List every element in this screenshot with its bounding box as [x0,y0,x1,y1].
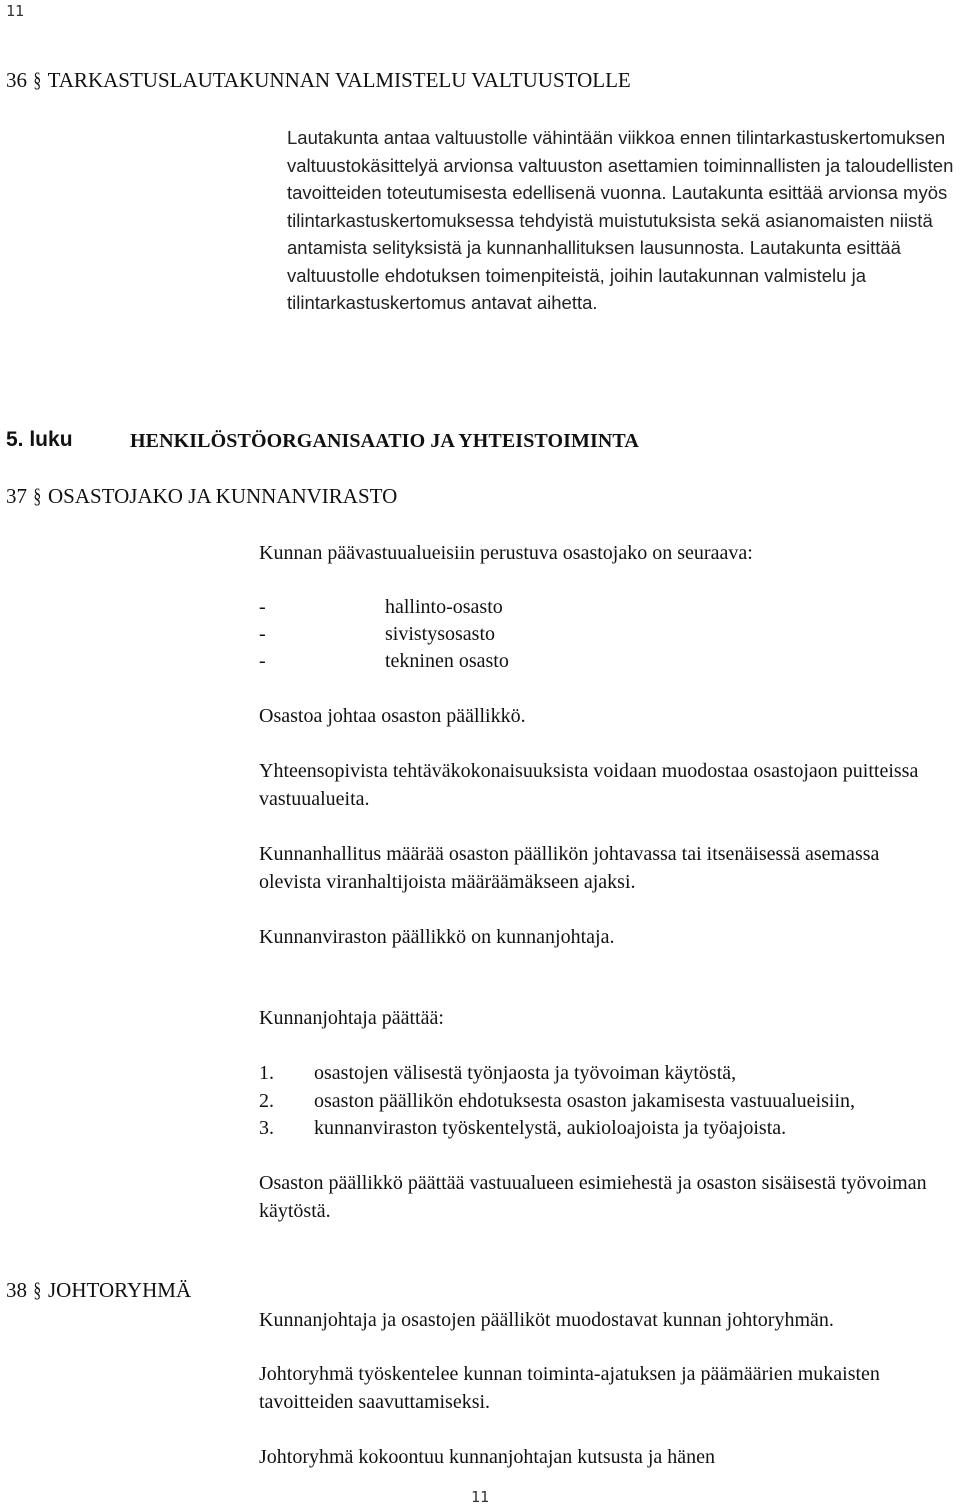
section-36-body [287,124,960,317]
chapter-number: 5. luku [6,428,73,451]
paragraph: Kunnanviraston päällikkö on kunnanjohtaja. [259,926,615,948]
paragraph: Yhteensopivista tehtäväkokonaisuuksista voidaan muodostaa osastojaon puitteissa vastuualueita. [259,760,919,810]
section-36-heading [6,68,631,93]
decisions-title: Kunnanjohtaja päättää: [259,1007,444,1029]
section-title: TARKASTUSLAUTAKUNNAN VALMISTELU VALTUUSTOLLE [47,68,631,92]
paragraph: Osastoa johtaa osaston päällikkö. [259,705,526,727]
list-bullet: - [259,623,266,645]
list-item [259,1088,856,1116]
page-number-footer: 11 [471,1488,490,1506]
list-item [259,621,496,649]
list-item-text: osastojen välisestä työnjaosta ja työvoiman käytöstä, [314,1062,737,1084]
list-item [259,1115,787,1143]
list-number: 1. [259,1062,274,1084]
list-bullet: - [259,596,266,618]
section-title: OSASTOJAKO JA KUNNANVIRASTO [48,484,398,508]
section-symbol-icon: § [33,68,42,92]
section-number: 36 [6,68,27,92]
section-symbol-icon: § [33,484,42,508]
chapter-title: HENKILÖSTÖORGANISAATIO JA YHTEISTOIMINTA [130,430,639,452]
chapter-heading [6,428,73,452]
list-item-text: kunnanviraston työskentelystä, aukioloajoista ja työajoista. [314,1117,787,1139]
section-title: JOHTORYHMÄ [48,1278,192,1302]
list-item-text: tekninen osasto [385,650,509,672]
paragraph: Johtoryhmä kokoontuu kunnanjohtajan kutsusta ja hänen [259,1446,716,1468]
paragraph: Kunnanjohtaja ja osastojen päälliköt muodostavat kunnan johtoryhmän. [259,1309,834,1331]
section-38-heading [6,1278,191,1303]
list-item-text: hallinto-osasto [385,596,503,618]
list-item [259,648,509,676]
list-number: 2. [259,1090,274,1112]
list-number: 3. [259,1117,274,1139]
paragraph: Johtoryhmä työskentelee kunnan toiminta-ajatuksen ja päämäärien mukaisten tavoitteiden saavuttamiseksi. [259,1363,880,1413]
paragraph: Lautakunta antaa valtuustolle vähintään viikkoa ennen tilintarkastuskertomuksen valtuustokäsittelyä arvionsa valtuuston asettamien toiminnallisten ja taloudellisten tavoitteiden toteutumisesta edellisenä vuonna. Lautakunta esittää arvionsa myös tilintarkastuskertomuksessa tehdyistä muistutuksista sekä asianomaisten niistä antamista selityksistä ja kunnanhallituksen lausunnosta. Lautakunta esittää valtuustolle ehdotuksen toimenpiteistä, joihin lautakunnan valmistelu ja tilintarkastuskertomus antavat aihetta. [287,127,954,313]
page-number-header: 11 [6,2,25,20]
paragraph: Kunnanhallitus määrää osaston päällikön johtavassa tai itsenäisessä asemassa olevista viranhaltijoista määräämäkseen ajaksi. [259,843,880,893]
list-item-text: sivistysosasto [385,623,496,645]
section-number: 38 [6,1278,27,1302]
section-symbol-icon: § [33,1278,42,1302]
paragraph: Osaston päällikkö päättää vastuualueen esimiehestä ja osaston sisäisestä työvoiman käytöstä. [259,1172,927,1222]
list-item [259,1060,737,1088]
intro-paragraph: Kunnan päävastuualueisiin perustuva osastojako on seuraava: [259,542,753,564]
section-37-heading [6,484,397,509]
list-item-text: osaston päällikön ehdotuksesta osaston jakamisesta vastuualueisiin, [314,1090,856,1112]
list-bullet: - [259,650,266,672]
list-item [259,594,503,622]
section-number: 37 [6,484,27,508]
